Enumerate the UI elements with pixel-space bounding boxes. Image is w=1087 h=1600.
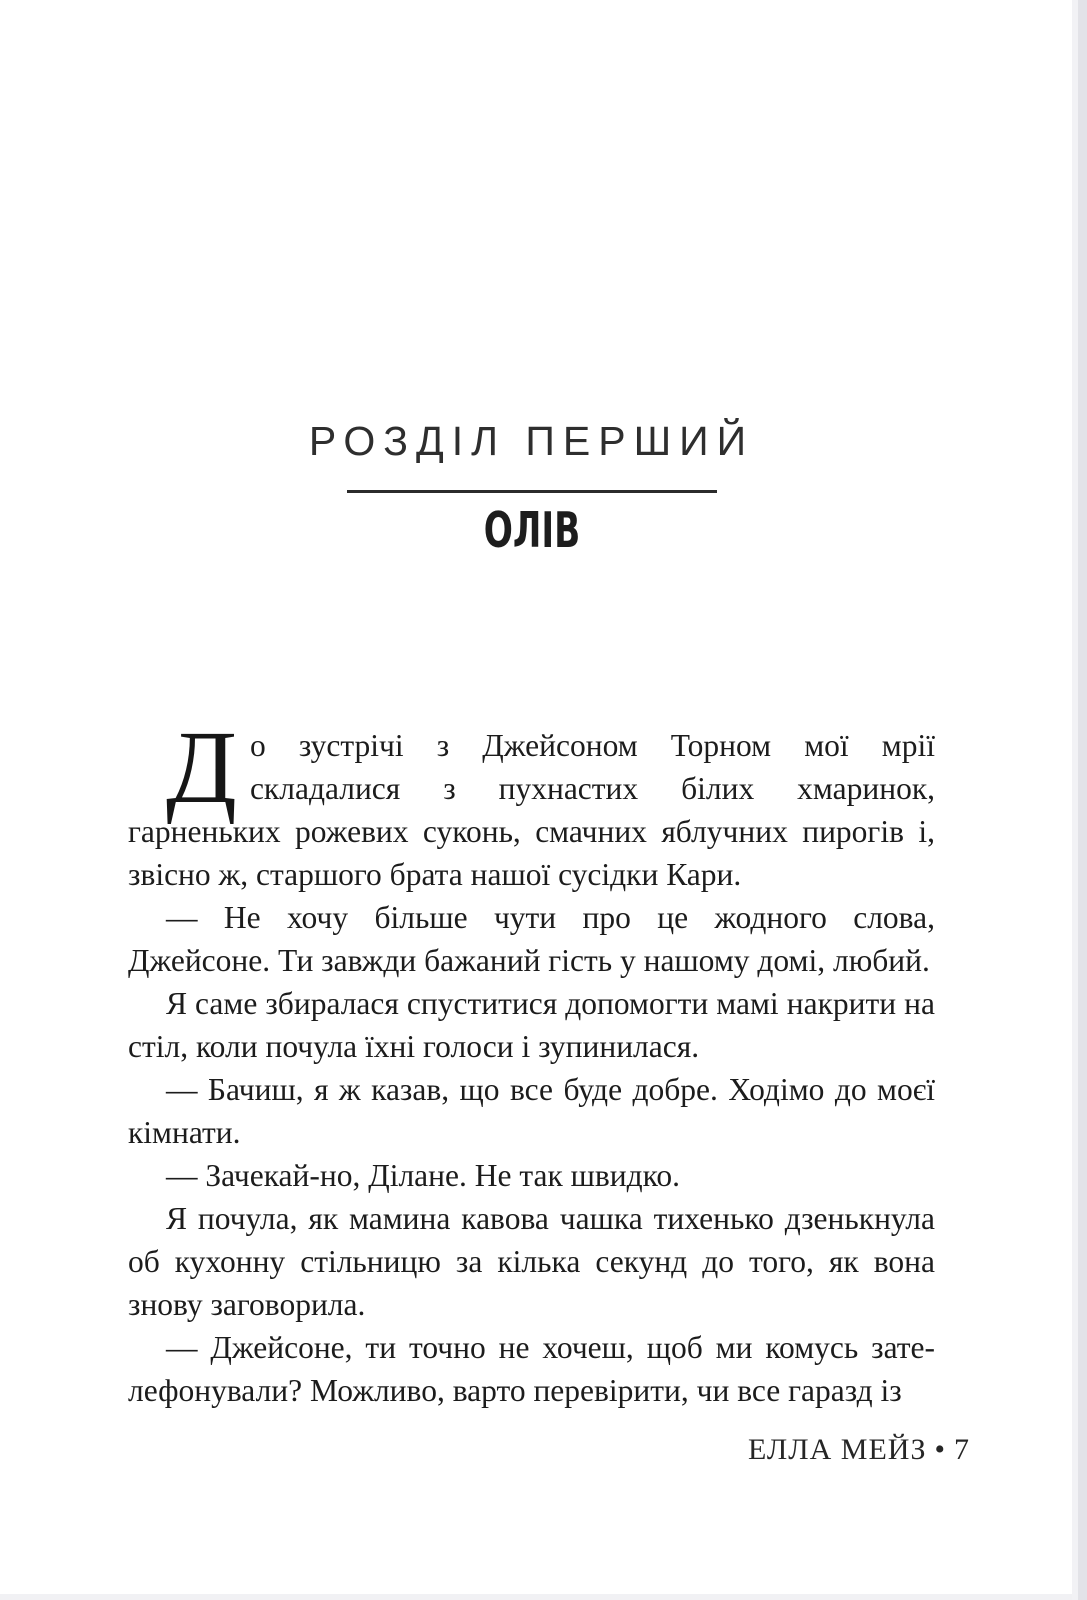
footer-separator-bullet: • <box>934 1433 946 1466</box>
chapter-kicker: РОЗДІЛ ПЕРШИЙ <box>308 418 755 464</box>
paragraph: — Бачиш, я ж казав, що все буде добре. Ходімо до моєї кімнати. <box>128 1072 935 1150</box>
paragraph <box>128 710 935 896</box>
paragraph: — Не хочу більше чути про це жодного слова, Джейсоне. Ти завжди бажаний гість у нашому домі, любий. <box>128 900 935 978</box>
paragraph: Я почула, як мамина кавова чашка тихенько дзенькнула об кухонну стільницю за кілька секунд до того, як вона знову заговорила. <box>128 1201 935 1322</box>
body-text-block <box>128 710 935 1412</box>
paragraph: — Зачекай-но, Ділане. Не так швидко. <box>166 1158 680 1193</box>
paragraph: — Джейсоне, ти точно не хочеш, щоб ми комусь зателефонували? Можливо, варто перевірити, чи все гаразд із <box>128 1330 935 1408</box>
running-footer <box>748 1433 970 1467</box>
chapter-title-wrap <box>128 493 935 559</box>
scrollbar-track[interactable] <box>1072 0 1087 1600</box>
drop-cap: Д <box>166 710 237 825</box>
page-bottom-edge <box>0 1594 1072 1600</box>
paragraph: Я саме збиралася спуститися допомогти мамі накрити на стіл, коли почула їхні голоси і зупинилася. <box>128 986 935 1064</box>
scrollbar-track-inner[interactable] <box>1078 0 1087 1600</box>
chapter-heading <box>128 418 935 559</box>
paragraph-text: о зустрічі з Джейсоном Торном мої мрії складалися з пухнастих білих хмаринок, гарненьких рожевих суконь, смачних яблучних пирогів і, звісно ж, старшого брата нашої сусідки Кари. <box>128 728 935 892</box>
chapter-title: ОЛІВ <box>483 502 580 559</box>
footer-page-number: 7 <box>954 1433 970 1466</box>
footer-author: ЕЛЛА МЕЙЗ <box>748 1433 927 1466</box>
